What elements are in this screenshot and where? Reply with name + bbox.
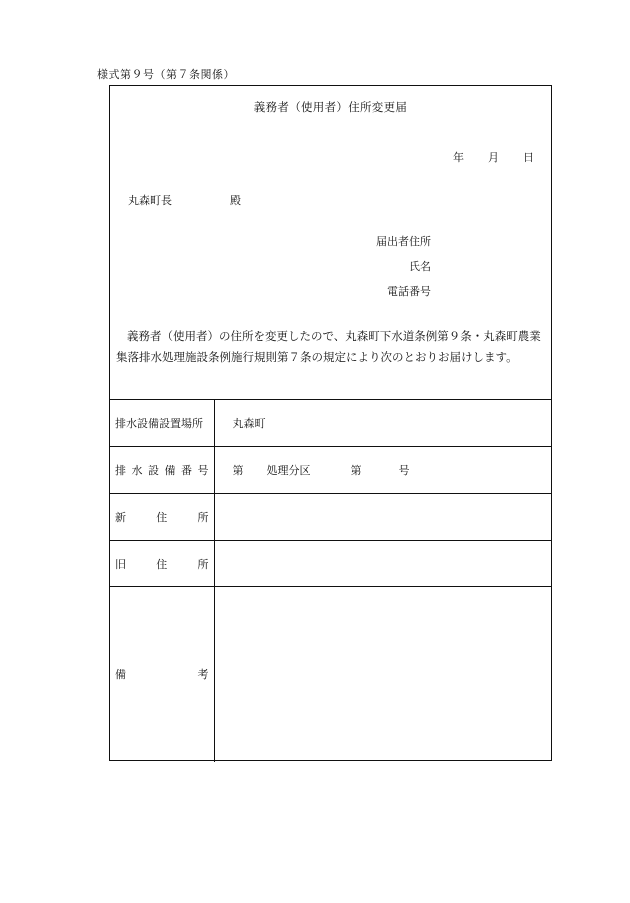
location-field[interactable] xyxy=(214,400,551,447)
number-dai: 第 xyxy=(232,464,244,477)
location-label xyxy=(110,400,214,447)
applicant-address-label: 届出者住所 xyxy=(376,235,431,248)
remarks-field[interactable] xyxy=(214,587,551,762)
number-label-char: 排 xyxy=(115,464,126,477)
form-frame xyxy=(109,85,552,761)
addressee-name: 丸森町長 xyxy=(128,194,172,207)
old-address-label-char: 旧 xyxy=(115,557,126,571)
form-title: 義務者（使用者）住所変更届 xyxy=(253,100,408,114)
old-address-field[interactable] xyxy=(214,541,551,587)
number-label-char: 水 xyxy=(131,464,143,477)
location-value: 丸森町 xyxy=(232,417,266,430)
row-old-address xyxy=(110,541,551,587)
number-label xyxy=(110,447,214,494)
number-go: 号 xyxy=(398,464,410,477)
date-line xyxy=(453,149,534,165)
row-remarks xyxy=(110,587,551,762)
date-year: 年 xyxy=(453,151,464,164)
addressee xyxy=(128,192,241,208)
new-address-field[interactable] xyxy=(214,494,551,541)
form-number-label: 様式第９号（第７条関係） xyxy=(97,68,235,81)
applicant-phone-label: 電話番号 xyxy=(387,285,431,298)
new-address-label-char: 住 xyxy=(156,511,168,524)
number-district: 処理分区 xyxy=(266,464,311,477)
remarks-label-char: 備 xyxy=(115,668,126,682)
old-address-label xyxy=(110,541,214,587)
remarks-label-char: 考 xyxy=(197,668,209,682)
remarks-label xyxy=(110,587,214,762)
row-location xyxy=(110,400,551,447)
old-address-label-char: 住 xyxy=(156,557,168,571)
number-dai2: 第 xyxy=(350,464,362,477)
date-day: 日 xyxy=(523,151,534,164)
location-label-text: 排水設備設置場所 xyxy=(115,417,203,430)
new-address-label-char: 新 xyxy=(115,511,126,524)
addressee-honorific: 殿 xyxy=(230,194,241,207)
number-label-char: 備 xyxy=(164,464,176,477)
number-label-char: 番 xyxy=(181,464,192,477)
declaration-text: 義務者（使用者）の住所を変更したので、丸森町下水道条例第９条・丸森町農業集落排水処理施設条例施行規則第７条の規定により次のとおりお届けします。 xyxy=(116,329,541,364)
row-new-address xyxy=(110,494,551,541)
row-number xyxy=(110,447,551,494)
form-table xyxy=(110,399,551,762)
number-field[interactable] xyxy=(214,447,551,494)
old-address-label-char: 所 xyxy=(197,557,209,571)
new-address-label-char: 所 xyxy=(197,511,209,524)
applicant-name-label: 氏名 xyxy=(409,260,431,273)
new-address-label xyxy=(110,494,214,541)
date-month: 月 xyxy=(488,151,499,164)
number-label-char: 設 xyxy=(148,464,159,477)
number-label-char: 号 xyxy=(197,464,209,477)
